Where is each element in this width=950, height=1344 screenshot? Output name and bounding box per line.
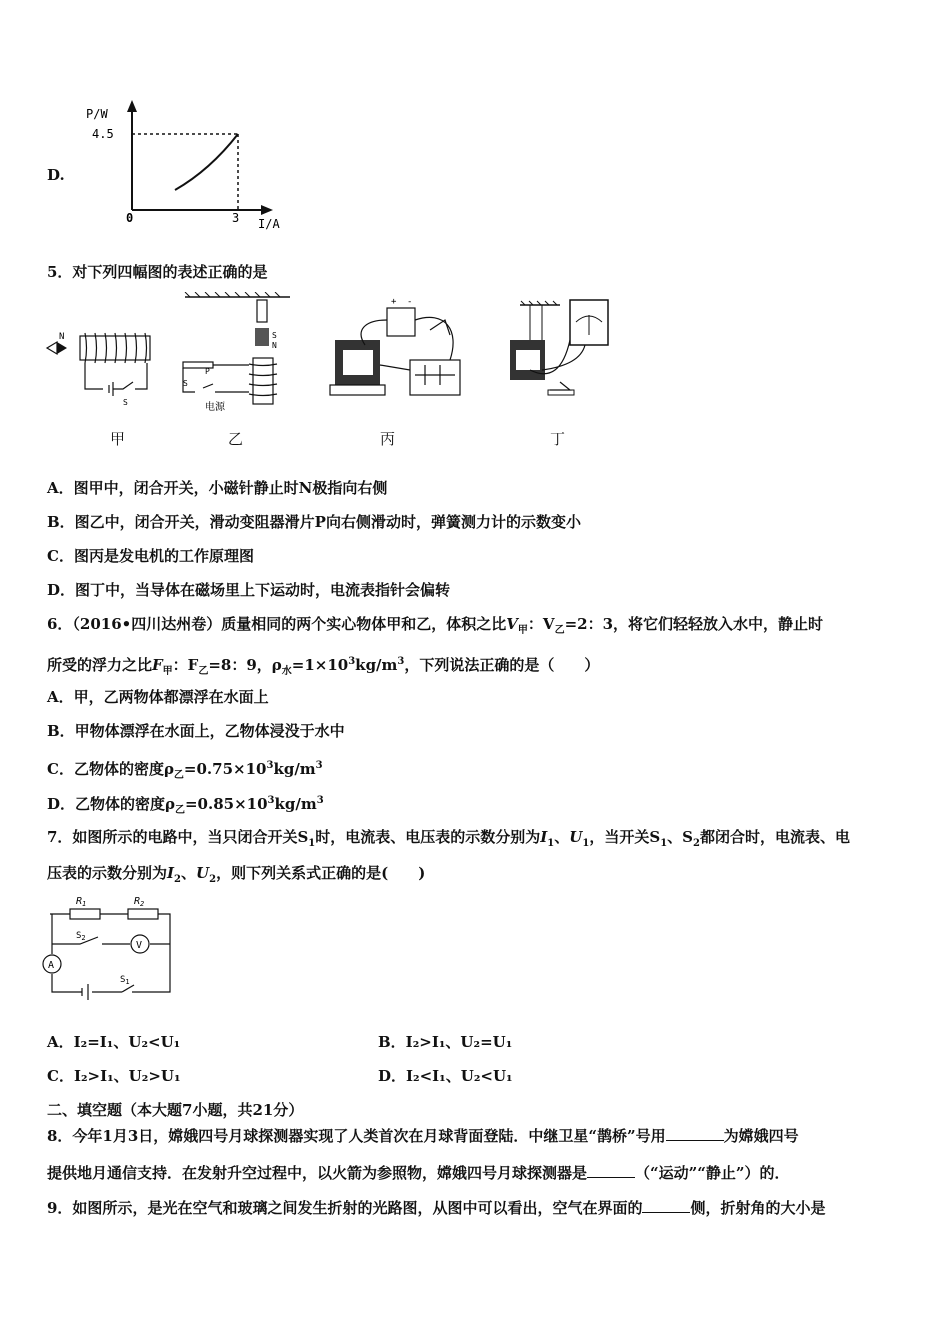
fig-ding-induction	[500, 290, 615, 410]
compass-needle-right	[57, 342, 67, 354]
power-source-label: 电源	[205, 402, 225, 412]
caption-yi: 乙	[228, 430, 244, 448]
y-axis-label: P/W	[86, 107, 108, 121]
q7-circuit-wires	[50, 914, 170, 1000]
y-tick-label: 4.5	[92, 127, 114, 141]
magnet-n-label: N	[272, 341, 277, 350]
bing-switch	[430, 320, 450, 335]
q5-option-c: C．图丙是发电机的工作原理图	[47, 547, 254, 565]
q6-option-d: D．乙物体的密度$\rho_乙=0.85\times 10^3kg/m^3$	[47, 795, 324, 816]
q5-option-b: B．图乙中，闭合开关，滑动变阻器滑片P向右侧滑动时，弹簧测力计的示数变小	[47, 513, 581, 531]
q8-line-1: 8．今年1月3日，嫦娥四号月球探测器实现了人类首次在月球背面登陆．中继卫星“鹊桥”号用 为嫦娥四号	[47, 1127, 799, 1145]
q5-option-d: D．图丁中，当导体在磁场里上下运动时，电流表指针会偏转	[47, 581, 451, 599]
resistor-r2	[128, 909, 158, 919]
x-tick-label: 3	[232, 211, 240, 225]
ammeter-label: A	[48, 960, 55, 971]
needle-n-label: N	[59, 332, 65, 342]
s2-branch	[52, 937, 170, 944]
yi-circuit	[183, 365, 249, 392]
resistor-r1	[70, 909, 100, 919]
magnet-bar	[255, 328, 269, 346]
ding-switch-base	[548, 390, 574, 395]
q8-blank-1[interactable]	[666, 1126, 724, 1141]
ding-magnet-gap	[516, 350, 540, 370]
fig-bing-motor	[325, 290, 470, 415]
q4-option-d-label: D.	[47, 166, 65, 184]
magnet-gap	[343, 350, 373, 375]
q7-circuit-diagram	[40, 892, 180, 1002]
battery-minus: -	[407, 297, 413, 307]
caption-bing: 丙	[380, 430, 396, 448]
yi-switch-label: S	[183, 379, 188, 388]
rail-stand	[410, 360, 460, 395]
x-axis-label: I/A	[258, 217, 280, 231]
s2-label: $S_2$	[76, 931, 86, 942]
spring-scale	[257, 300, 267, 322]
s1-switch	[122, 985, 134, 992]
jia-circuit	[85, 363, 147, 396]
magnet-base	[330, 385, 385, 395]
solenoid-coils	[85, 333, 147, 363]
jia-switch-label: S	[123, 398, 128, 407]
q6-line-1: 6．（2016•四川达州卷）质量相同的两个实心物体甲和乙，体积之比$V_甲$：$V_乙=2$：3，将它们轻轻放入水中，静止时	[47, 615, 824, 636]
q9-blank-1[interactable]	[642, 1198, 690, 1213]
q6-option-b: B．甲物体漂浮在水面上，乙物体浸没于水中	[47, 722, 345, 740]
solenoid-core	[80, 336, 150, 360]
q6-option-a: A．甲，乙两物体都漂浮在水面上	[47, 688, 269, 706]
fig-yi-electromagnet	[175, 292, 295, 412]
rails	[415, 365, 455, 385]
y-axis-arrow-icon	[127, 100, 137, 112]
q6-option-c: C．乙物体的密度$\rho_乙=0.75\times 10^3kg/m^3$	[47, 760, 323, 781]
q5-stem: 5．对下列四幅图的表述正确的是	[47, 263, 268, 281]
q6-line-2: 所受的浮力之比$F_甲$：$F_乙=8$：9，$\rho_水=1\times 10^3kg/m^3$，下列说法正确的是（ ）	[47, 656, 600, 677]
q8-line-2: 提供地月通信支持．在发射升空过程中，以火箭为参照物，嫦娥四号月球探测器是 （“运动”“静止”）的．	[47, 1164, 790, 1182]
q8-blank-2[interactable]	[587, 1163, 635, 1178]
r2-label: $R_2$	[134, 896, 145, 908]
magnet-s-label: S	[272, 331, 277, 340]
power-curve	[175, 134, 238, 190]
q7-line-1: 7．如图所示的电路中，当只闭合开关$S_1$时，电流表、电压表的示数分别为$I_1$、$U_1$，当开关$S_1$、$S_2$都闭合时，电流表、电	[47, 828, 850, 849]
x-axis-arrow-icon	[261, 205, 273, 215]
slider-p-label: P	[205, 367, 210, 376]
q7-option-a: A．I₂=I₁、U₂<U₁	[47, 1033, 181, 1051]
q7-option-d: D．I₂<I₁、U₂<U₁	[378, 1067, 513, 1085]
compass-needle-left	[47, 342, 57, 354]
s1-label: $S_1$	[120, 975, 130, 986]
q7-option-b: B．I₂>I₁、U₂=U₁	[378, 1033, 513, 1051]
q7-line-2: 压表的示数分别为$I_2$、$U_2$，则下列关系式正确的是( )	[47, 864, 426, 885]
section-2-title: 二、填空题（本大题7小题，共21分）	[47, 1101, 304, 1119]
q5-option-a: A．图甲中，闭合开关，小磁针静止时N极指向右侧	[47, 479, 388, 497]
origin-label: 0	[126, 211, 134, 225]
battery	[387, 308, 415, 336]
voltmeter-label: V	[136, 940, 143, 951]
q7-option-c: C．I₂>I₁、U₂>U₁	[47, 1067, 181, 1085]
q9-line-1: 9．如图所示，是光在空气和玻璃之间发生折射的光路图，从图中可以看出，空气在界面的 侧，折射角的大小是	[47, 1199, 826, 1217]
r1-label: $R_1$	[76, 896, 87, 908]
fig-jia-solenoid	[45, 325, 160, 410]
battery-plus: +	[391, 297, 397, 307]
power-current-graph	[80, 98, 280, 233]
caption-jia: 甲	[110, 430, 126, 448]
caption-ding: 丁	[550, 430, 566, 448]
